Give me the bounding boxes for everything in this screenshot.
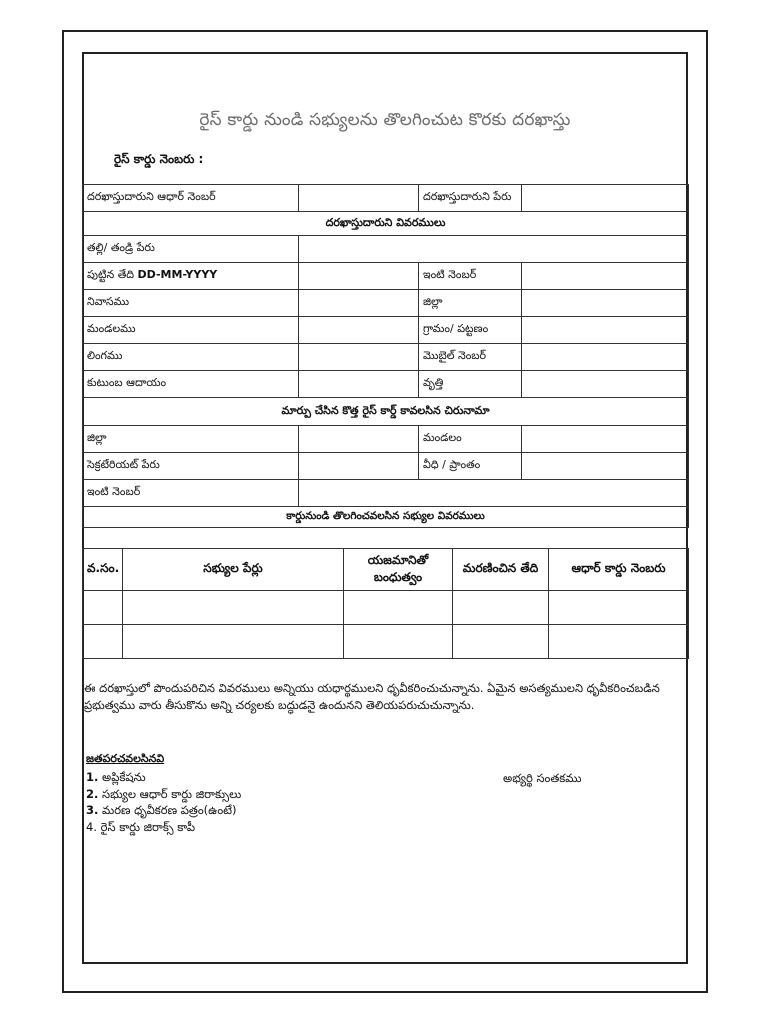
secretariat-field[interactable] xyxy=(299,453,419,480)
dob-format: DD-MM-YYYY xyxy=(137,268,218,281)
cell-aadhaar[interactable] xyxy=(549,625,689,659)
house-no-label: ఇంటి నెంబర్ xyxy=(419,263,522,290)
house-no-field[interactable] xyxy=(522,263,689,290)
list-item xyxy=(86,819,241,836)
dob-field[interactable] xyxy=(299,263,419,290)
district-label: జిల్లా xyxy=(419,290,522,317)
table-row xyxy=(83,591,689,625)
village-field[interactable] xyxy=(522,317,689,344)
aadhaar-field[interactable] xyxy=(299,185,419,212)
members-heading: కార్డునుండి తొలగించవలసిన సభ్యుల వివరములు xyxy=(83,507,689,528)
mandal-field[interactable] xyxy=(299,317,419,344)
occupation-label: వృత్తి xyxy=(419,371,522,398)
cell-serial[interactable] xyxy=(83,591,123,625)
gender-field[interactable] xyxy=(299,344,419,371)
col-serial: వ.సం. xyxy=(83,549,123,591)
list-item xyxy=(86,802,241,819)
details-heading: దరఖాస్తుదారుని వివరములు xyxy=(83,212,689,236)
street-label: వీధి / ప్రాంతం xyxy=(419,453,522,480)
income-label: కుటుంబ ఆదాయం xyxy=(83,371,299,398)
residence-label: నివాసము xyxy=(83,290,299,317)
new-house-no-field[interactable] xyxy=(299,480,689,507)
village-label: గ్రామం/ పట్టణం xyxy=(419,317,522,344)
district-field[interactable] xyxy=(522,290,689,317)
attachments-list xyxy=(86,769,241,835)
applicant-details-table xyxy=(82,184,689,528)
dob-label xyxy=(83,263,299,290)
new-mandal-field[interactable] xyxy=(522,426,689,453)
table-row xyxy=(83,625,689,659)
parent-name-label: తల్లి/ తండ్రి పేరు xyxy=(83,236,299,263)
attachment-text: మరణ ధృవీకరణ పత్రం(ఉంటే) xyxy=(102,803,237,817)
signature-label: అభ్యర్థి సంతకము xyxy=(503,771,582,785)
cell-death-date[interactable] xyxy=(453,591,549,625)
dob-label-text: పుట్టిన తేది xyxy=(87,268,135,281)
street-field[interactable] xyxy=(522,453,689,480)
rice-card-number-label: రైస్ కార్డు నెంబరు : xyxy=(114,152,204,166)
applicant-name-label: దరఖాస్తుదారుని పేరు xyxy=(419,185,522,212)
attachment-text: అప్లికేషను xyxy=(102,770,146,784)
attachments-heading: జతపరచవలసినవి xyxy=(86,752,165,765)
cell-relationship[interactable] xyxy=(344,625,453,659)
mobile-field[interactable] xyxy=(522,344,689,371)
secretariat-label: సెక్రటేరియట్ పేరు xyxy=(83,453,299,480)
attachment-number: 4. xyxy=(86,819,97,834)
members-table xyxy=(82,548,689,659)
attachment-number: 1. xyxy=(86,770,99,784)
attachment-text: రైస్ కార్డు జిరాక్స్ కాపీ xyxy=(100,819,195,834)
attachment-number: 3. xyxy=(86,803,99,817)
gender-label: లింగము xyxy=(83,344,299,371)
aadhaar-label: దరఖాస్తుదారుని ఆధార్ నెంబర్ xyxy=(83,185,299,212)
new-mandal-label: మండలం xyxy=(419,426,522,453)
mobile-label: మొబైల్ నెంబర్ xyxy=(419,344,522,371)
income-field[interactable] xyxy=(299,371,419,398)
col-death-date: మరణించిన తేది xyxy=(453,549,549,591)
cell-serial[interactable] xyxy=(83,625,123,659)
occupation-field[interactable] xyxy=(522,371,689,398)
cell-aadhaar[interactable] xyxy=(549,591,689,625)
col-member-names: సభ్యుల పేర్లు xyxy=(123,549,344,591)
residence-field[interactable] xyxy=(299,290,419,317)
col-aadhaar: ఆధార్ కార్డు నెంబరు xyxy=(549,549,689,591)
new-district-label: జిల్లా xyxy=(83,426,299,453)
col-relationship: యజమానితో బంధుత్వం xyxy=(344,549,453,591)
new-house-no-label: ఇంటి నెంబర్ xyxy=(83,480,299,507)
cell-relationship[interactable] xyxy=(344,591,453,625)
cell-member-name[interactable] xyxy=(123,625,344,659)
list-item xyxy=(86,769,241,786)
list-item xyxy=(86,786,241,803)
new-district-field[interactable] xyxy=(299,426,419,453)
form-title: రైస్ కార్డు నుండి సభ్యులను తొలగించుట కొరకు దరఖాస్తు xyxy=(199,110,571,130)
attachment-number: 2. xyxy=(86,786,99,801)
parent-name-field[interactable] xyxy=(299,236,689,263)
cell-death-date[interactable] xyxy=(453,625,549,659)
mandal-label: మండలము xyxy=(83,317,299,344)
members-header-row xyxy=(83,549,689,591)
cell-member-name[interactable] xyxy=(123,591,344,625)
address-heading: మార్పు చేసిన కొత్త రైస్ కార్డ్ కావలసిన చిరునామా xyxy=(83,398,689,426)
applicant-name-field[interactable] xyxy=(522,185,689,212)
declaration-text: ఈ దరఖాస్తులో పొందుపరిచిన వివరములు అన్నియు యధార్థములని ధృవీకరించుచున్నాను. ఏమైన అసత్యములని ధృవీకరించబడిన ప్రభుత్వము వారు తీసుకొను అన్ని చర్యలకు బద్ధుడనై ఉందునని తెలియపరుచుచున్నాను. xyxy=(84,681,660,712)
attachment-text: సభ్యుల ఆధార్ కార్డు జిరాక్సులు xyxy=(102,786,242,801)
